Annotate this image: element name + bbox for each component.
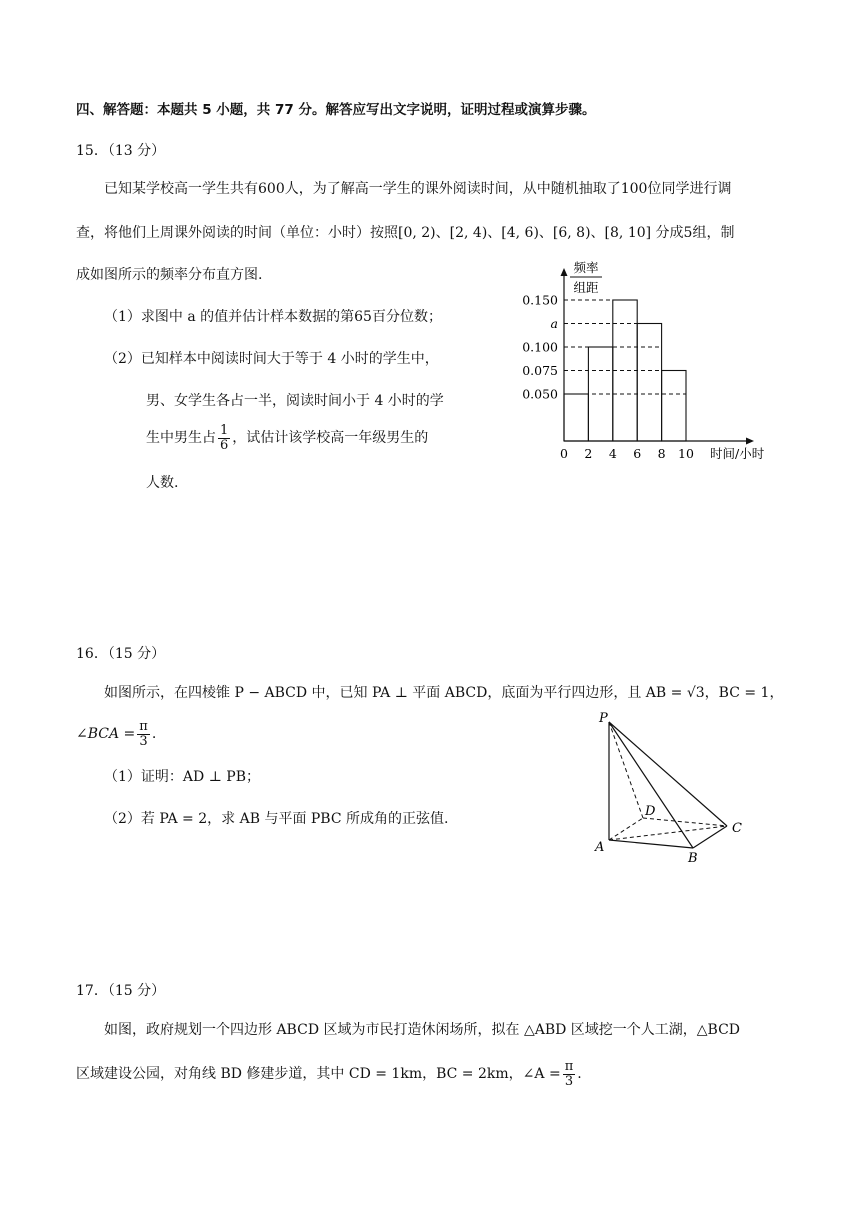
q16-line-2-pre: ∠BCA = — [76, 726, 136, 743]
vertex-label-A: A — [595, 840, 605, 855]
y-tick-label: 0.100 — [522, 339, 558, 355]
x-tick-label: 0 — [560, 446, 568, 461]
q15-part-2-line-3-pre: 生中男生占 — [146, 430, 216, 447]
q15-part-1: （1）求图中 a 的值并估计样本数据的第65百分位数； — [104, 309, 442, 325]
q16-line-1: 如图所示，在四棱锥 P − ABCD 中，已知 PA ⊥ 平面 ABCD，底面为平行四边形，且 AB = √3，BC = 1， — [104, 685, 784, 701]
fraction-denominator: 6 — [220, 437, 229, 453]
fraction-denominator: 3 — [139, 733, 148, 749]
histogram-bar — [637, 324, 661, 442]
fraction-numerator: π — [139, 719, 148, 734]
x-tick-label: 8 — [657, 446, 666, 461]
y-tick-label: a — [550, 316, 558, 331]
q15-line-2: 查，将他们上周课外阅读的时间（单位：小时）按照[0, 2)、[2, 4)、[4, 6)、[6, 8)、[8, 10] 分成5组，制 — [76, 225, 735, 241]
vertex-label-B: B — [688, 851, 698, 866]
edge-DC — [643, 818, 727, 826]
x-axis-arrow — [746, 438, 754, 445]
fraction-one-sixth — [218, 424, 230, 452]
y-axis-label-denominator: 组距 — [573, 280, 599, 295]
q17-header: 17．（15 分） — [76, 983, 166, 999]
vertex-label-C: C — [732, 821, 742, 836]
q17-line-2-post: . — [577, 1066, 582, 1083]
histogram-bar — [564, 394, 588, 441]
x-tick-label: 2 — [584, 446, 593, 461]
section-title: 四、解答题：本题共 5 小题，共 77 分。解答应写出文字说明，证明过程或演算步骤。 — [76, 102, 596, 118]
q15-part-2-line-4: 人数. — [146, 475, 179, 491]
vertex-label-P: P — [599, 711, 608, 726]
fraction-numerator: π — [564, 1059, 574, 1074]
q15-part-2-line-1: （2）已知样本中阅读时间大于等于 4 小时的学生中， — [104, 351, 439, 367]
x-tick-label: 6 — [633, 446, 642, 461]
q17-line-2-pre: 区域建设公园，对角线 BD 修建步道，其中 CD = 1km，BC = 2km，∠A = — [76, 1066, 561, 1083]
q15-part-2-line-3-post: ，试估计该学校高一年级男生的 — [232, 430, 429, 447]
y-tick-label: 0.150 — [522, 292, 558, 308]
q16-header: 16．（15 分） — [76, 646, 166, 662]
q15-part-2-line-3 — [146, 424, 428, 452]
q16-part-2: （2）若 PA = 2，求 AB 与平面 PBC 所成角的正弦值. — [104, 811, 449, 827]
q15-line-3: 成如图所示的频率分布直方图. — [76, 267, 263, 283]
y-tick-label: 0.050 — [522, 386, 558, 402]
fraction-denominator: 3 — [564, 1073, 574, 1089]
fraction-pi-over-three — [137, 720, 150, 748]
q16-part-1: （1）证明：AD ⊥ PB； — [104, 769, 261, 785]
y-axis-label-numerator: 频率 — [573, 260, 599, 275]
x-tick-label: 4 — [608, 446, 617, 461]
y-axis-arrow — [561, 268, 568, 276]
q16-line-2-post: . — [151, 726, 157, 743]
q17-line-2 — [76, 1060, 582, 1088]
q15-line-1: 已知某学校高一学生共有600人，为了解高一学生的课外阅读时间，从中随机抽取了100位同学进行调 — [104, 181, 732, 197]
q17-line-1: 如图，政府规划一个四边形 ABCD 区域为市民打造休闲场所，拟在 △ABD 区域挖一个人工湖，△BCD — [104, 1022, 741, 1038]
q16-line-2 — [76, 720, 156, 748]
y-tick-label: 0.075 — [522, 363, 558, 378]
edge-AB — [609, 840, 693, 848]
histogram-bar — [662, 371, 686, 442]
q15-part-2-line-2: 男、女学生各占一半，阅读时间小于 4 小时的学 — [146, 393, 444, 409]
fraction-pi-over-three — [563, 1060, 576, 1088]
x-axis-label: 时间/小时 — [710, 446, 765, 461]
edge-BC — [693, 826, 727, 848]
frequency-histogram — [510, 252, 800, 467]
pyramid-diagram — [585, 705, 755, 870]
q15-header: 15．（13 分） — [76, 143, 166, 159]
vertex-label-D: D — [645, 804, 656, 819]
fraction-numerator: 1 — [220, 423, 229, 438]
x-tick-label: 10 — [678, 446, 694, 461]
